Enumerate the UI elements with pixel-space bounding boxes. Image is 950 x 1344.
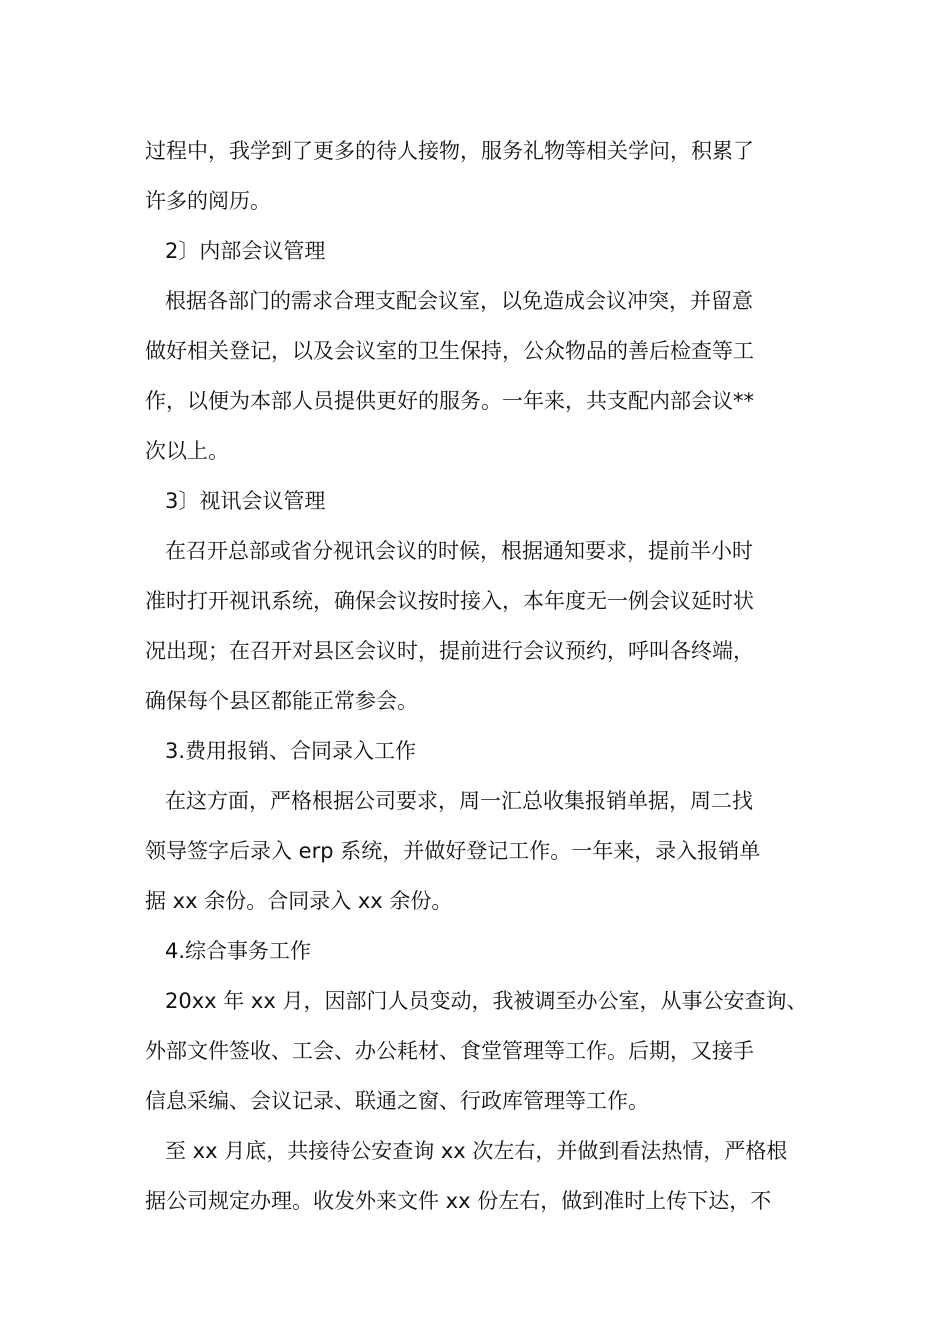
body-text-line: 20xx 年 xx 月，因部门人员变动，我被调至办公室，从事公安查询、 bbox=[165, 989, 808, 1013]
body-text-line: 在召开总部或省分视讯会议的时候，根据通知要求，提前半小时 bbox=[165, 539, 753, 563]
body-text-line: 外部文件签收、工会、办公耗材、食堂管理等工作。后期，又接手 bbox=[145, 1039, 754, 1063]
body-text-line: 信息采编、会议记录、联通之窗、行政库管理等工作。 bbox=[145, 1089, 649, 1113]
body-text-line: 据 xx 余份。合同录入 xx 余份。 bbox=[145, 889, 453, 913]
body-text-line: 领导签字后录入 erp 系统，并做好登记工作。一年来，录入报销单 bbox=[145, 839, 761, 863]
body-text-line: 许多的阅历。 bbox=[145, 189, 271, 213]
section-heading: 3〕视讯会议管理 bbox=[165, 489, 326, 513]
body-text-line: 作，以便为本部人员提供更好的服务。一年来，共支配内部会议** bbox=[145, 389, 754, 413]
body-text-line: 根据各部门的需求合理支配会议室，以免造成会议冲突，并留意 bbox=[165, 289, 753, 313]
body-text-line: 确保每个县区都能正常参会。 bbox=[145, 689, 418, 713]
body-text-line: 据公司规定办理。收发外来文件 xx 份左右，做到准时上传下达，不 bbox=[145, 1189, 772, 1213]
body-text-line: 况出现；在召开对县区会议时，提前进行会议预约，呼叫各终端， bbox=[145, 639, 754, 663]
body-text-line: 准时打开视讯系统，确保会议按时接入，本年度无一例会议延时状 bbox=[145, 589, 754, 613]
body-text-line: 次以上。 bbox=[145, 439, 229, 463]
body-text-line: 做好相关登记，以及会议室的卫生保持，公众物品的善后检查等工 bbox=[145, 339, 754, 363]
body-text-line: 过程中，我学到了更多的待人接物，服务礼物等相关学问，积累了 bbox=[145, 139, 754, 163]
body-text-line: 至 xx 月底，共接待公安查询 xx 次左右，并做到看法热情，严格根 bbox=[165, 1139, 788, 1163]
section-heading: 4.综合事务工作 bbox=[165, 939, 312, 963]
body-text-line: 在这方面，严格根据公司要求，周一汇总收集报销单据，周二找 bbox=[165, 789, 753, 813]
section-heading: 3.费用报销、合同录入工作 bbox=[165, 739, 417, 763]
section-heading: 2〕内部会议管理 bbox=[165, 239, 326, 263]
